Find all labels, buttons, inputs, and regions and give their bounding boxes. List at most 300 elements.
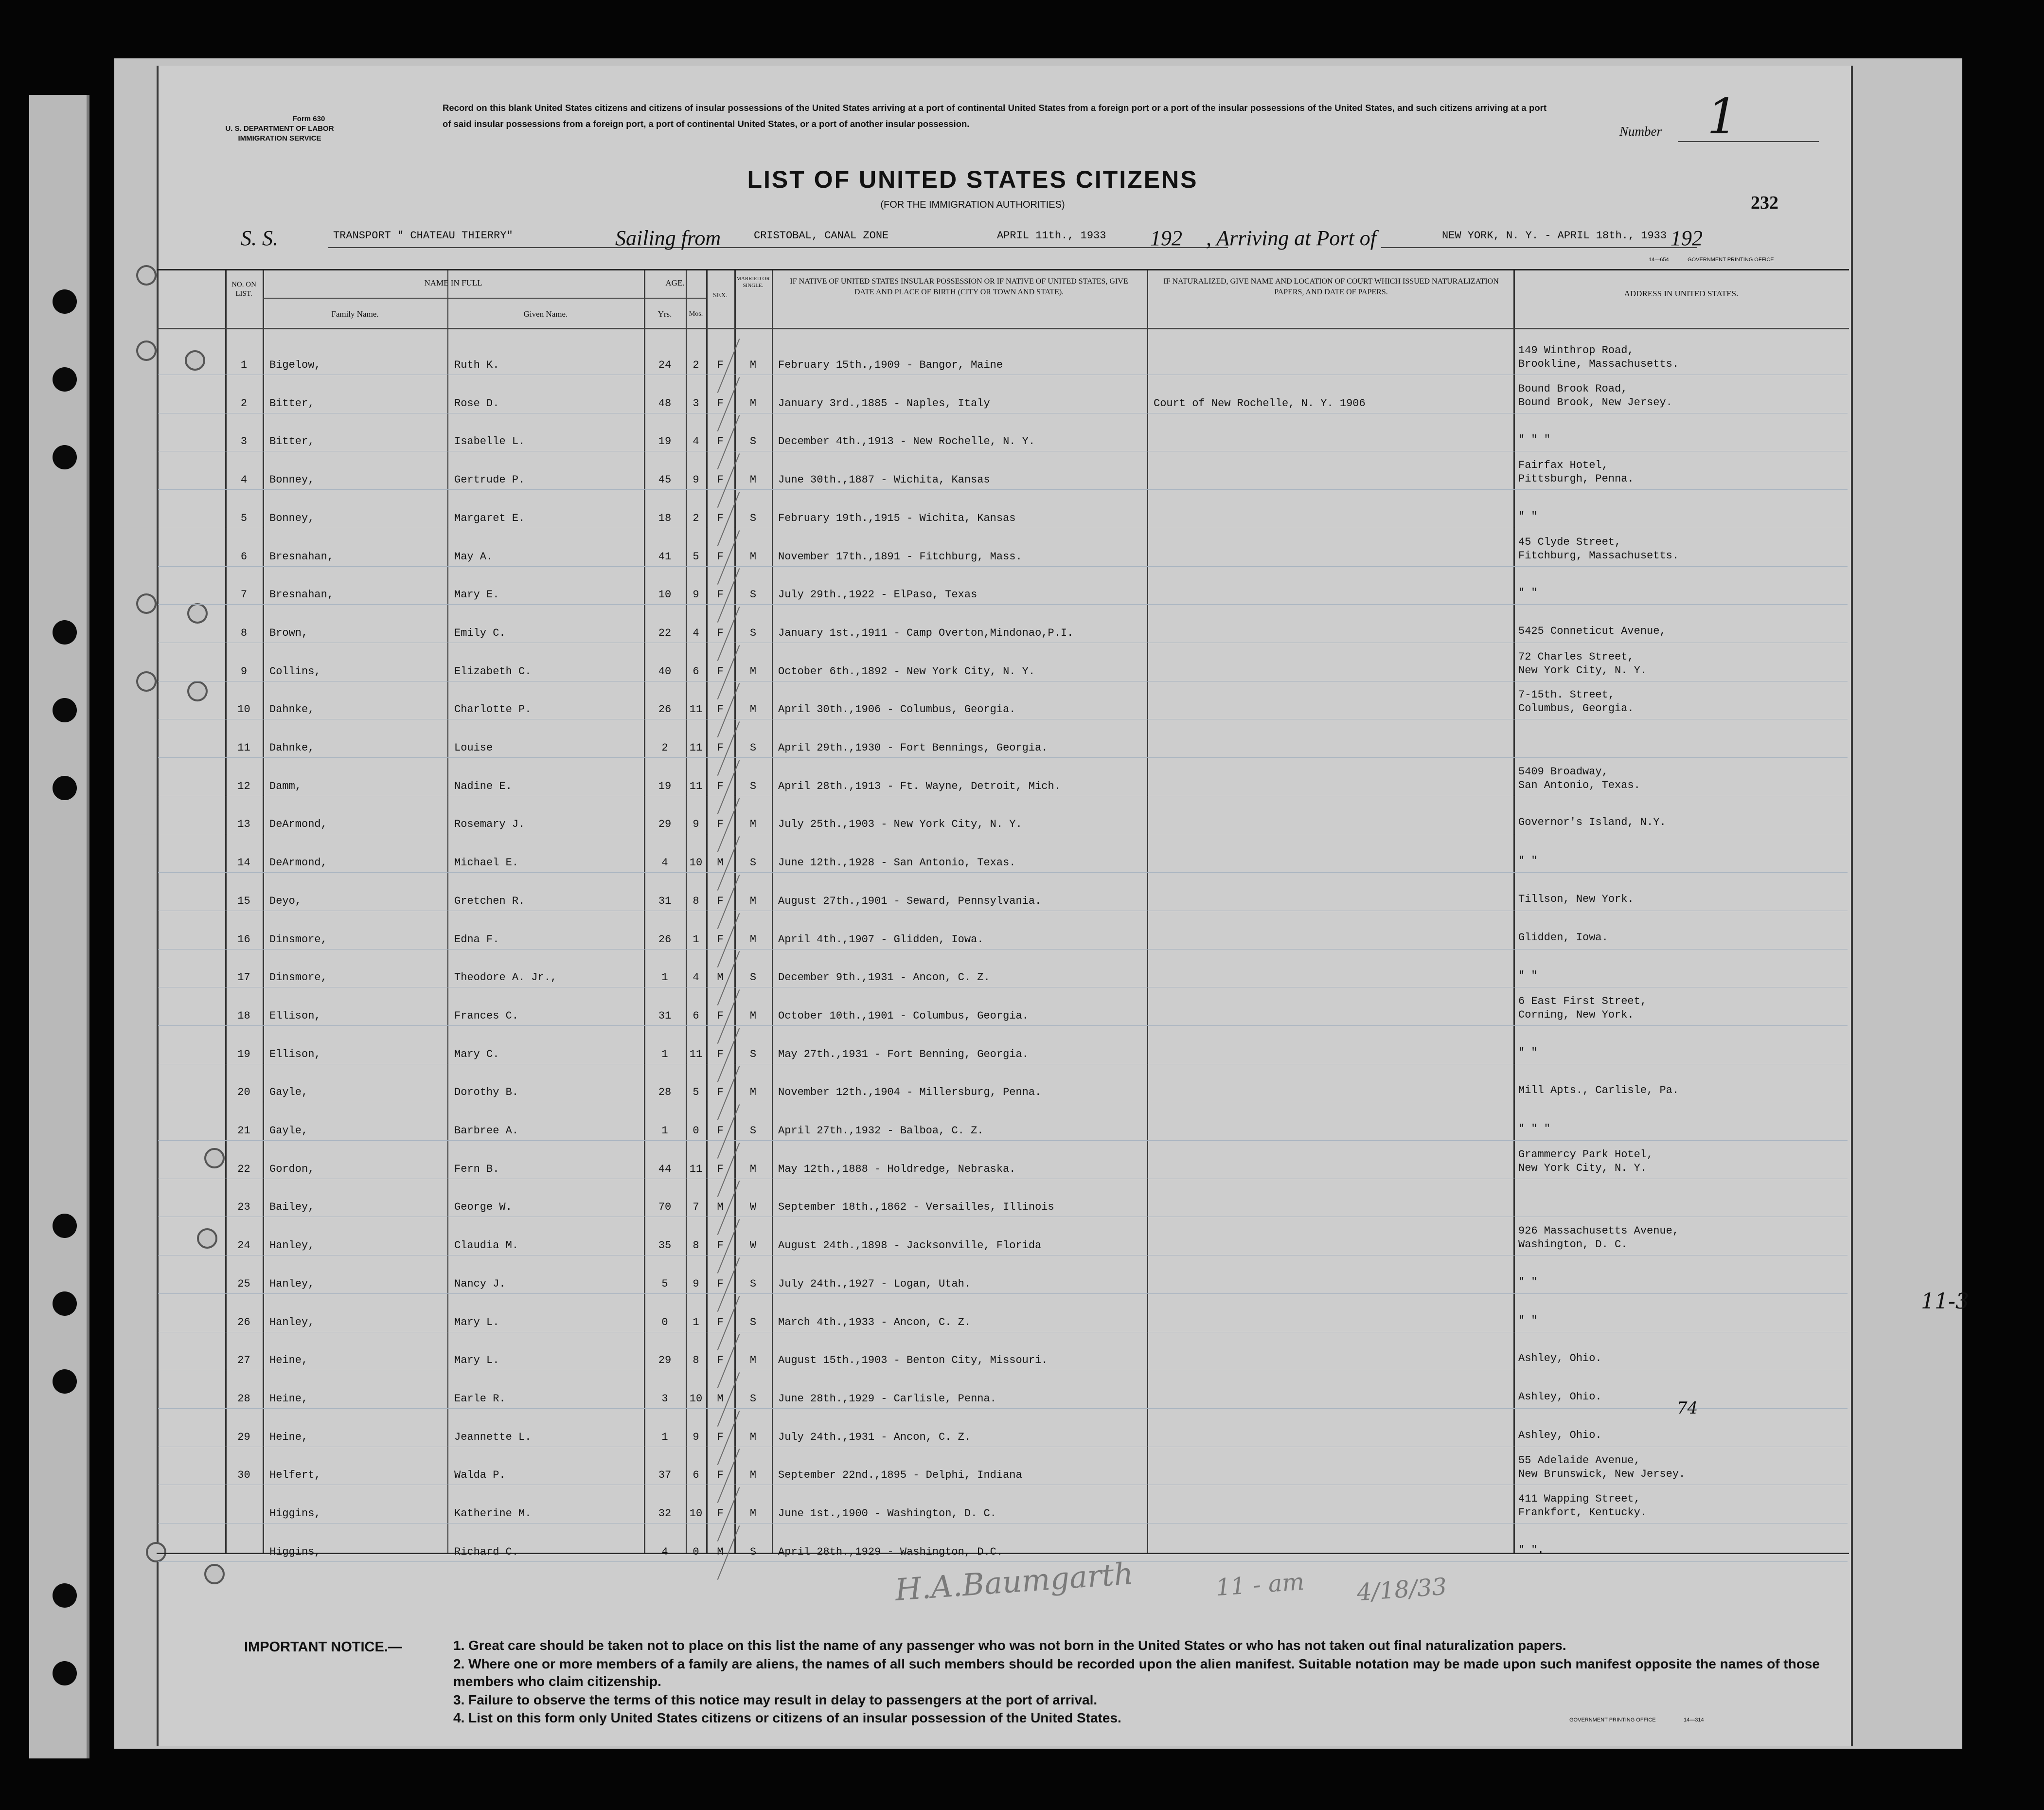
cell-mos: 11	[689, 703, 703, 716]
cell-no: 24	[237, 1239, 250, 1252]
cell-ms: M	[749, 818, 757, 831]
punch-hole	[53, 1291, 77, 1316]
cell-no: 18	[237, 1009, 250, 1022]
cell-yrs: 70	[658, 1201, 672, 1214]
header-bottom-rule	[157, 328, 1849, 329]
form-number: Form 630	[292, 115, 325, 123]
number-value: 1	[1707, 88, 1738, 145]
cell-sex: M	[717, 971, 724, 984]
cell-family: Gordon,	[269, 1163, 315, 1175]
cell-given: Emily C.	[454, 627, 506, 639]
cell-ms: M	[749, 933, 757, 946]
cell-yrs: 1	[661, 1125, 668, 1137]
notice-item: 3. Failure to observe the terms of this notice may result in delay to passengers at the port of arrival.	[453, 1692, 1098, 1707]
cell-no: 9	[240, 665, 248, 678]
cell-sex: F	[717, 397, 724, 410]
cell-family: Bigelow,	[269, 359, 321, 371]
cell-mos: 10	[689, 857, 703, 869]
cell-yrs: 32	[658, 1507, 672, 1520]
cell-no: 4	[240, 474, 248, 486]
cell-birth: April 28th.,1913 - Ft. Wayne, Detroit, Mich.	[778, 780, 1061, 792]
cell-birth: October 10th.,1901 - Columbus, Georgia.	[778, 1009, 1029, 1022]
cell-address-line1: 5409 Broadway,	[1518, 765, 1608, 778]
cell-sex: F	[717, 780, 724, 792]
row-rule	[158, 566, 1848, 567]
cell-address-line1: " "	[1518, 855, 1538, 867]
sailing-date: APRIL 11th., 1933	[997, 230, 1106, 242]
cell-no: 17	[237, 971, 250, 984]
cell-yrs: 5	[661, 1277, 668, 1290]
cell-ms: S	[749, 857, 757, 869]
cell-address-line1: " ".	[1518, 1543, 1544, 1556]
cell-birth: September 18th.,1862 - Versailles, Illinois	[778, 1201, 1054, 1214]
cell-family: Bailey,	[269, 1201, 315, 1214]
col-birth-header: IF NATIVE OF UNITED STATES INSULAR POSSESSION OR IF NATIVE OF UNITED STATES, GIVE DATE AND PLACE OF BIRTH (CITY OR TOWN AND STATE).	[790, 277, 1128, 296]
cell-no: 14	[237, 857, 250, 869]
cell-address-line1: Grammercy Park Hotel,	[1518, 1148, 1653, 1161]
cell-sex: F	[717, 1316, 724, 1328]
cell-given: Barbree A.	[454, 1125, 519, 1137]
cell-ms: M	[749, 397, 757, 410]
cell-family: Heine,	[269, 1431, 308, 1443]
cell-ms: S	[749, 627, 757, 639]
cell-ms: M	[749, 665, 757, 678]
col-family-header: Family Name.	[331, 309, 379, 319]
cell-family: Collins,	[269, 665, 321, 678]
cell-given: Nadine E.	[454, 780, 512, 792]
cell-address-line1: Bound Brook Road,	[1518, 382, 1628, 395]
cell-family: Bitter,	[269, 435, 315, 448]
cell-address-line1: 149 Winthrop Road,	[1518, 344, 1634, 357]
punch-hole	[53, 776, 77, 800]
punch-hole	[53, 698, 77, 722]
col-divider	[1513, 270, 1515, 1553]
cell-ms: M	[749, 703, 757, 716]
cell-yrs: 18	[658, 512, 672, 524]
cell-address-line1: Ashley, Ohio.	[1518, 1390, 1602, 1403]
cell-family: Damm,	[269, 780, 302, 792]
cell-mos: 1	[693, 1316, 699, 1328]
cell-yrs: 29	[658, 818, 672, 831]
row-rule	[158, 1140, 1848, 1141]
cell-sex: F	[717, 627, 724, 639]
cell-birth: May 12th.,1888 - Holdredge, Nebraska.	[778, 1163, 1016, 1175]
cell-birth: June 30th.,1887 - Wichita, Kansas	[778, 474, 990, 486]
cell-given: Rose D.	[454, 397, 499, 410]
cell-no: 28	[237, 1392, 250, 1405]
cell-address-line1: " " "	[1518, 1123, 1551, 1135]
cell-no: 10	[237, 703, 250, 716]
cell-mos: 0	[693, 1545, 699, 1558]
col-name-header: NAME IN FULL	[424, 278, 482, 287]
cell-family: Heine,	[269, 1392, 308, 1405]
cell-yrs: 26	[658, 703, 672, 716]
handwritten-time: 11 - am	[1215, 1568, 1305, 1602]
cell-no: 13	[237, 818, 250, 831]
cell-sex: M	[717, 857, 724, 869]
cell-given: Michael E.	[454, 857, 519, 869]
cell-birth: August 27th.,1901 - Seward, Pennsylvania.	[778, 895, 1042, 907]
cell-sex: F	[717, 359, 724, 371]
cell-sex: F	[717, 1431, 724, 1443]
cell-birth: March 4th.,1933 - Ancon, C. Z.	[778, 1316, 971, 1328]
cell-birth: July 25th.,1903 - New York City, N. Y.	[778, 818, 1022, 831]
cell-birth: February 19th.,1915 - Wichita, Kansas	[778, 512, 1016, 524]
header-rule	[644, 298, 706, 299]
cell-given: Walda P.	[454, 1469, 506, 1482]
cell-family: Brown,	[269, 627, 308, 639]
cell-no: 29	[237, 1431, 250, 1443]
gpo-bottom: GOVERNMENT PRINTING OFFICE	[1569, 1717, 1656, 1723]
punch-hole	[53, 1583, 77, 1608]
cell-address-line1: Fairfax Hotel,	[1518, 459, 1608, 472]
cell-no: 16	[237, 933, 250, 946]
cell-birth: April 30th.,1906 - Columbus, Georgia.	[778, 703, 1016, 716]
ss-label: S. S.	[241, 226, 278, 250]
voyage-line	[241, 224, 1748, 253]
cell-yrs: 26	[658, 933, 672, 946]
cell-ms: W	[749, 1201, 757, 1214]
cell-mos: 5	[693, 550, 699, 563]
cell-mos: 11	[689, 1048, 703, 1060]
cell-ms: M	[749, 474, 757, 486]
cell-yrs: 4	[661, 857, 668, 869]
cell-mos: 9	[693, 818, 699, 831]
cell-birth: April 28th.,1929 - Washington, D.C.	[778, 1545, 1003, 1558]
cell-mos: 9	[693, 589, 699, 601]
cell-no: 2	[240, 397, 248, 410]
row-rule	[158, 949, 1848, 950]
cell-given: Fern B.	[454, 1163, 499, 1175]
cell-sex: F	[717, 550, 724, 563]
cell-address-line2: Frankfort, Kentucky.	[1518, 1506, 1647, 1519]
cell-mos: 2	[693, 512, 699, 524]
sailing-label: Sailing from	[615, 226, 721, 250]
cell-sex: F	[717, 512, 724, 524]
cell-mos: 11	[689, 742, 703, 754]
cell-sex: M	[717, 1545, 724, 1558]
row-rule	[158, 872, 1848, 873]
cell-family: Bresnahan,	[269, 589, 334, 601]
inspector-signature: H.A.Baumgarth	[894, 1555, 1135, 1608]
cell-address-line1: Tillson, New York.	[1518, 893, 1634, 905]
cell-sex: F	[717, 933, 724, 946]
cell-ms: M	[749, 1431, 757, 1443]
row-rule	[158, 489, 1848, 490]
cell-mos: 1	[693, 933, 699, 946]
cell-ms: M	[749, 359, 757, 371]
cell-address-line1: Glidden, Iowa.	[1518, 931, 1608, 944]
cell-birth: April 27th.,1932 - Balboa, C. Z.	[778, 1125, 984, 1137]
col-divider	[263, 270, 264, 1553]
cell-address-line1: 6 East First Street,	[1518, 995, 1647, 1007]
cell-no: 25	[237, 1277, 250, 1290]
cell-mos: 6	[693, 1469, 699, 1482]
punch-hole	[53, 1369, 77, 1394]
cell-ms: S	[749, 1048, 757, 1060]
cell-sex: F	[717, 1086, 724, 1099]
cell-sex: F	[717, 589, 724, 601]
cell-mos: 6	[693, 1009, 699, 1022]
service-name: IMMIGRATION SERVICE	[238, 134, 321, 143]
cell-birth: January 3rd.,1885 - Naples, Italy	[778, 397, 990, 410]
ring-hole	[136, 671, 157, 692]
cell-mos: 6	[693, 665, 699, 678]
row-note: 74	[1677, 1398, 1698, 1418]
cell-yrs: 28	[658, 1086, 672, 1099]
ship-name: TRANSPORT " CHATEAU THIERRY"	[333, 230, 513, 242]
cell-sex: F	[717, 665, 724, 678]
cell-yrs: 22	[658, 627, 672, 639]
cell-no: 3	[240, 435, 248, 448]
cell-yrs: 35	[658, 1239, 672, 1252]
cell-family: DeArmond,	[269, 857, 327, 869]
cell-mos: 4	[693, 627, 699, 639]
cell-birth: November 12th.,1904 - Millersburg, Penna.	[778, 1086, 1042, 1099]
cell-address-line2: San Antonio, Texas.	[1518, 779, 1640, 791]
cell-no: 21	[237, 1125, 250, 1137]
year-printed-2: 192	[1671, 226, 1703, 250]
cell-address-line1: Ashley, Ohio.	[1518, 1429, 1602, 1441]
col-naturalized-header: IF NATURALIZED, GIVE NAME AND LOCATION OF COURT WHICH ISSUED NATURALIZATION PAPERS, AND DATE OF PAPERS.	[1163, 277, 1499, 296]
cell-address-line2: Washington, D. C.	[1518, 1238, 1628, 1251]
cell-family: DeArmond,	[269, 818, 327, 831]
cell-birth: September 22nd.,1895 - Delphi, Indiana	[778, 1469, 1022, 1482]
punch-hole	[53, 1214, 77, 1238]
cell-mos: 8	[693, 895, 699, 907]
cell-address-line1: 55 Adelaide Avenue,	[1518, 1454, 1640, 1467]
notice-item: 2. Where one or more members of a family are aliens, the names of all such members should be recorded upon the alien manifest. Suitable notation may be made upon such manifest opposite the names of those members who claim citizenship.	[453, 1656, 1820, 1689]
number-label: Number	[1619, 124, 1662, 139]
handwritten-date: 4/18/33	[1356, 1573, 1448, 1607]
cell-address-line2: Bound Brook, New Jersey.	[1518, 396, 1672, 409]
cell-address-line2: Fitchburg, Massachusetts.	[1518, 549, 1679, 562]
cell-yrs: 45	[658, 474, 672, 486]
passenger-table	[157, 269, 1849, 1558]
cell-given: Isabelle L.	[454, 435, 525, 448]
important-notice	[157, 1552, 1849, 1746]
cell-birth: July 24th.,1931 - Ancon, C. Z.	[778, 1431, 971, 1443]
cell-address-line1: 926 Massachusetts Avenue,	[1518, 1225, 1679, 1237]
cell-sex: M	[717, 1392, 724, 1405]
cell-no: 27	[237, 1354, 250, 1367]
cell-no: 19	[237, 1048, 250, 1060]
row-rule	[158, 1293, 1848, 1294]
cell-family: Hanley,	[269, 1277, 315, 1290]
cell-mos: 9	[693, 1431, 699, 1443]
cell-mos: 10	[689, 1507, 703, 1520]
cell-given: Charlotte P.	[454, 703, 532, 716]
cell-family: Gayle,	[269, 1125, 308, 1137]
cell-ms: S	[749, 589, 757, 601]
cell-given: Earle R.	[454, 1392, 506, 1405]
col-married-header: MARRIED OR SINGLE.	[736, 276, 770, 288]
cell-no: 8	[240, 627, 248, 639]
cell-ms: M	[749, 1469, 757, 1482]
cell-no: 7	[240, 589, 248, 601]
col-no-header: NO. ON LIST.	[231, 281, 256, 298]
cell-mos: 2	[693, 359, 699, 371]
cell-given: Louise	[454, 742, 493, 754]
cell-address-line1: 7-15th. Street,	[1518, 689, 1615, 701]
cell-given: Katherine M.	[454, 1507, 532, 1520]
cell-no: 26	[237, 1316, 250, 1328]
cell-birth: August 15th.,1903 - Benton City, Missouri.	[778, 1354, 1048, 1367]
cell-given: Ruth K.	[454, 359, 499, 371]
cell-no: 23	[237, 1201, 250, 1214]
cell-ms: M	[749, 895, 757, 907]
cell-address-line1: " "	[1518, 1314, 1538, 1326]
cell-family: Ellison,	[269, 1009, 321, 1022]
cell-yrs: 24	[658, 359, 672, 371]
cell-no: 22	[237, 1163, 250, 1175]
cell-mos: 8	[693, 1239, 699, 1252]
cell-family: Higgins,	[269, 1545, 321, 1558]
cell-sex: F	[717, 435, 724, 448]
cell-birth: June 12th.,1928 - San Antonio, Texas.	[778, 857, 1016, 869]
cell-birth: July 29th.,1922 - ElPaso, Texas	[778, 589, 978, 601]
cell-yrs: 44	[658, 1163, 672, 1175]
col-mos-header: Mos.	[689, 310, 703, 318]
cell-sex: F	[717, 742, 724, 754]
cell-birth: October 6th.,1892 - New York City, N. Y.	[778, 665, 1035, 678]
cell-mos: 3	[693, 397, 699, 410]
cell-mos: 8	[693, 1354, 699, 1367]
cell-family: Helfert,	[269, 1469, 321, 1482]
cell-ms: S	[749, 971, 757, 984]
cell-mos: 9	[693, 1277, 699, 1290]
print-code-bottom: 14—314	[1684, 1717, 1704, 1723]
cell-sex: F	[717, 1009, 724, 1022]
cell-yrs: 19	[658, 780, 672, 792]
cell-yrs: 10	[658, 589, 672, 601]
cell-sex: F	[717, 1507, 724, 1520]
cell-ms: M	[749, 1163, 757, 1175]
punch-hole	[53, 289, 77, 314]
col-address-header: ADDRESS IN UNITED STATES.	[1624, 289, 1739, 298]
cell-address-line1: " "	[1518, 1275, 1538, 1288]
cell-yrs: 48	[658, 397, 672, 410]
cell-given: George W.	[454, 1201, 512, 1214]
cell-given: Nancy J.	[454, 1277, 506, 1290]
cell-given: Theodore A. Jr.,	[454, 971, 557, 984]
page-subtitle: (FOR THE IMMIGRATION AUTHORITIES)	[880, 199, 1065, 210]
cell-mos: 10	[689, 1392, 703, 1405]
col-divider	[772, 270, 773, 1553]
cell-given: Mary L.	[454, 1354, 499, 1367]
ring-hole	[136, 340, 157, 361]
cell-given: Edna F.	[454, 933, 499, 946]
cell-yrs: 29	[658, 1354, 672, 1367]
cell-no: 12	[237, 780, 250, 792]
cell-family: Hanley,	[269, 1316, 315, 1328]
cell-address-line1: 72 Charles Street,	[1518, 650, 1634, 663]
cell-yrs: 1	[661, 971, 668, 984]
cell-mos: 11	[689, 1163, 703, 1175]
cell-mos: 5	[693, 1086, 699, 1099]
form-id-block	[192, 114, 367, 143]
header-instructions: Record on this blank United States citizens and citizens of insular possessions of the United States arriving at a port of continental United States from a foreign port or a port of the insular possessions of the United States, and such citizens arriving at a port of said insular possessions from a foreign port, a port of continental United States, or a port of another insular possession.	[443, 103, 1546, 129]
cell-sex: F	[717, 1239, 724, 1252]
cell-ms: M	[749, 1507, 757, 1520]
cell-address-line1: Mill Apts., Carlisle, Pa.	[1518, 1084, 1679, 1097]
cell-sex: F	[717, 1277, 724, 1290]
punch-hole	[53, 445, 77, 469]
cell-birth: August 24th.,1898 - Jacksonville, Florida	[778, 1239, 1042, 1252]
cell-birth: July 24th.,1927 - Logan, Utah.	[778, 1277, 971, 1290]
punch-hole	[53, 367, 77, 392]
cell-family: Dinsmore,	[269, 933, 327, 946]
cell-mos: 9	[693, 474, 699, 486]
col-divider	[1147, 270, 1148, 1553]
cell-birth: June 28th.,1929 - Carlisle, Penna.	[778, 1392, 996, 1405]
cell-yrs: 37	[658, 1469, 672, 1482]
cell-ms: S	[749, 1316, 757, 1328]
row-rule	[158, 1025, 1848, 1026]
cell-ms: M	[749, 550, 757, 563]
cell-ms: S	[749, 742, 757, 754]
cell-ms: S	[749, 1392, 757, 1405]
cell-given: Claudia M.	[454, 1239, 519, 1252]
arriving-label: , Arriving at Port of	[1206, 226, 1376, 250]
cell-birth: April 29th.,1930 - Fort Bennings, Georgia.	[778, 742, 1048, 754]
cell-given: Rosemary J.	[454, 818, 525, 831]
cell-given: Mary E.	[454, 589, 499, 601]
cell-sex: F	[717, 1354, 724, 1367]
page-title: LIST OF UNITED STATES CITIZENS	[747, 166, 1198, 193]
cell-birth: April 4th.,1907 - Glidden, Iowa.	[778, 933, 984, 946]
cell-sex: F	[717, 818, 724, 831]
cell-sex: F	[717, 1469, 724, 1482]
cell-ms: W	[749, 1239, 757, 1252]
cell-given: Frances C.	[454, 1009, 519, 1022]
notice-label: IMPORTANT NOTICE.—	[244, 1639, 402, 1655]
cell-no: 15	[237, 895, 250, 907]
notice-item: 1. Great care should be taken not to place on this list the name of any passenger who was not born in the United States or who has not taken out final naturalization papers.	[453, 1638, 1566, 1653]
cell-family: Ellison,	[269, 1048, 321, 1060]
cell-given: Margaret E.	[454, 512, 525, 524]
cell-mos: 11	[689, 780, 703, 792]
row-rule	[158, 1408, 1848, 1409]
cell-sex: F	[717, 703, 724, 716]
cell-birth: December 9th.,1931 - Ancon, C. Z.	[778, 971, 990, 984]
col-age-header: AGE.	[665, 278, 685, 287]
cell-no: 20	[237, 1086, 250, 1099]
cell-family: Bonney,	[269, 512, 315, 524]
cell-address-line1: Governor's Island, N.Y.	[1518, 816, 1666, 829]
cell-no: 5	[240, 512, 248, 524]
col-sex-header: SEX.	[713, 292, 728, 299]
cell-yrs: 31	[658, 1009, 672, 1022]
cell-yrs: 2	[661, 742, 668, 754]
cell-given: Jeannette L.	[454, 1431, 532, 1443]
arrival-port-date: NEW YORK, N. Y. - APRIL 18th., 1933	[1442, 230, 1667, 242]
cell-ms: M	[749, 1354, 757, 1367]
cell-family: Gayle,	[269, 1086, 308, 1099]
cell-address-line2: Columbus, Georgia.	[1518, 702, 1634, 715]
cell-yrs: 41	[658, 550, 672, 563]
cell-given: Elizabeth C.	[454, 665, 532, 678]
cell-address-line1: Ashley, Ohio.	[1518, 1352, 1602, 1365]
cell-sex: F	[717, 1163, 724, 1175]
cell-birth: December 4th.,1913 - New Rochelle, N. Y.	[778, 435, 1035, 448]
cell-no: 6	[240, 550, 248, 563]
col-yrs-header: Yrs.	[658, 309, 672, 319]
cell-birth: November 17th.,1891 - Fitchburg, Mass.	[778, 550, 1022, 563]
cell-given: Gertrude P.	[454, 474, 525, 486]
cell-yrs: 4	[661, 1545, 668, 1558]
cell-yrs: 3	[661, 1392, 668, 1405]
